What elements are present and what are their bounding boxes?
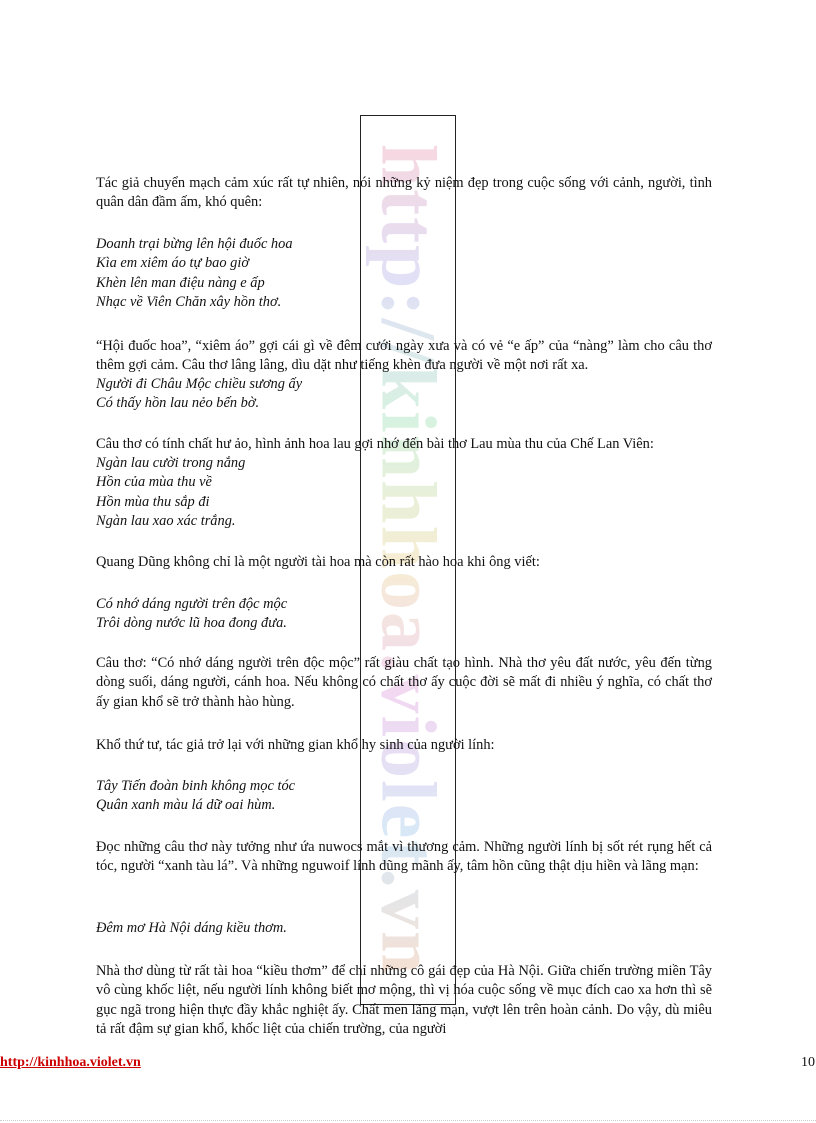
verse-line: Nhạc về Viên Chăn xây hồn thơ. <box>96 294 282 311</box>
paragraph-6: Khổ thứ tư, tác giả trở lại với những gian khổ hy sinh của người lính: <box>96 737 495 753</box>
paragraph-7: Đọc những câu thơ này tưởng như ứa nuwocs mắt vì thương cảm. Những người lính bị sốt rét rụng hết cả tóc, người “xanh tàu lá”. Và những nguwoif lính dũng mãnh ấy, tâm hồn cũng thật dịu hiền và lãng mạn: <box>96 839 712 875</box>
verse-5 <box>96 777 295 816</box>
paragraph-1: Tác giả chuyển mạch cảm xúc rất tự nhiên, nói những kỷ niệm đẹp trong cuộc sống với cảnh, người, tình quân dân đầm ấm, khó quên: <box>96 175 712 211</box>
verse-line: Kìa em xiêm áo tự bao giờ <box>96 255 250 272</box>
verse-line: Ngàn lau xao xác trắng. <box>96 513 236 530</box>
verse-line: Ngàn lau cười trong nắng <box>96 455 246 471</box>
paragraph-3: Câu thơ có tính chất hư ảo, hình ảnh hoa lau gợi nhớ đến bài thơ Lau mùa thu của Chế Lan Viên: <box>96 436 654 452</box>
verse-line: Người đi Châu Mộc chiều sương ấy <box>96 376 303 392</box>
verse-line: Có thấy hồn lau nẻo bến bờ. <box>96 395 260 412</box>
paragraph-8: Nhà thơ dùng từ rất tài hoa “kiều thơm” để chỉ những cô gái đẹp của Hà Nội. Giữa chiến trường miền Tây vô cùng khốc liệt, nếu người lính không biết mơ mộng, thì vị hóa cuộc sống về mục đích cao xa hơn thì sẽ gục ngã trong hiện thực đầy khắc nghiệt ấy. Chất men lãng mạn, vượt lên trên hoàn cảnh. Do vậy, dù miêu tả rất đậm sự gian khổ, khốc liệt của chiến trường, của người <box>96 963 712 1038</box>
verse-line: Hồn của mùa thu về <box>96 474 212 491</box>
paragraph-5: Câu thơ: “Có nhớ dáng người trên độc mộc” rất giàu chất tạo hình. Nhà thơ yêu đất nước, yêu đến từng dòng suối, dáng người, cánh hoa. Nếu không có chất thơ ấy cuộc đời sẽ mất đi nhiều ý nghĩa, có chất thơ ấy gian khổ sẽ trở thành hào hùng. <box>96 655 712 710</box>
footer-link[interactable]: http://kinhhoa.violet.vn <box>0 1055 141 1070</box>
verse-3 <box>96 454 245 532</box>
verse-line: Hồn mùa thu sắp đi <box>96 493 210 510</box>
verse-6 <box>96 919 287 938</box>
page-number: 10 <box>801 1055 815 1070</box>
verse-line: Đêm mơ Hà Nội dáng kiều thơm. <box>96 920 287 936</box>
verse-line: Trôi dòng nước lũ hoa đong đưa. <box>96 615 287 632</box>
verse-line: Tây Tiến đoàn binh không mọc tóc <box>96 778 296 794</box>
watermark-text: http://kinhhoa.violet.vn <box>365 143 453 977</box>
verse-4 <box>96 595 287 634</box>
paragraph-2: “Hội đuốc hoa”, “xiêm áo” gợi cái gì về đêm cưới ngày xưa và có vẻ “e ấp” của “nàng” làm cho câu thơ thêm gợi cảm. Câu thơ lâng lâng, dìu dặt như tiếng khèn đưa người về một nơi rất xa. <box>96 338 712 374</box>
verse-line: Có nhớ dáng người trên độc mộc <box>96 596 288 612</box>
verse-line: Khèn lên man điệu nàng e ấp <box>96 274 265 291</box>
verse-line: Quân xanh màu lá dữ oai hùm. <box>96 797 276 814</box>
verse-1 <box>96 235 293 313</box>
verse-line: Doanh trại bừng lên hội đuốc hoa <box>96 236 293 252</box>
paragraph-4: Quang Dũng không chỉ là một người tài hoa mà còn rất hào hoa khi ông viết: <box>96 554 540 570</box>
verse-2 <box>96 375 302 414</box>
